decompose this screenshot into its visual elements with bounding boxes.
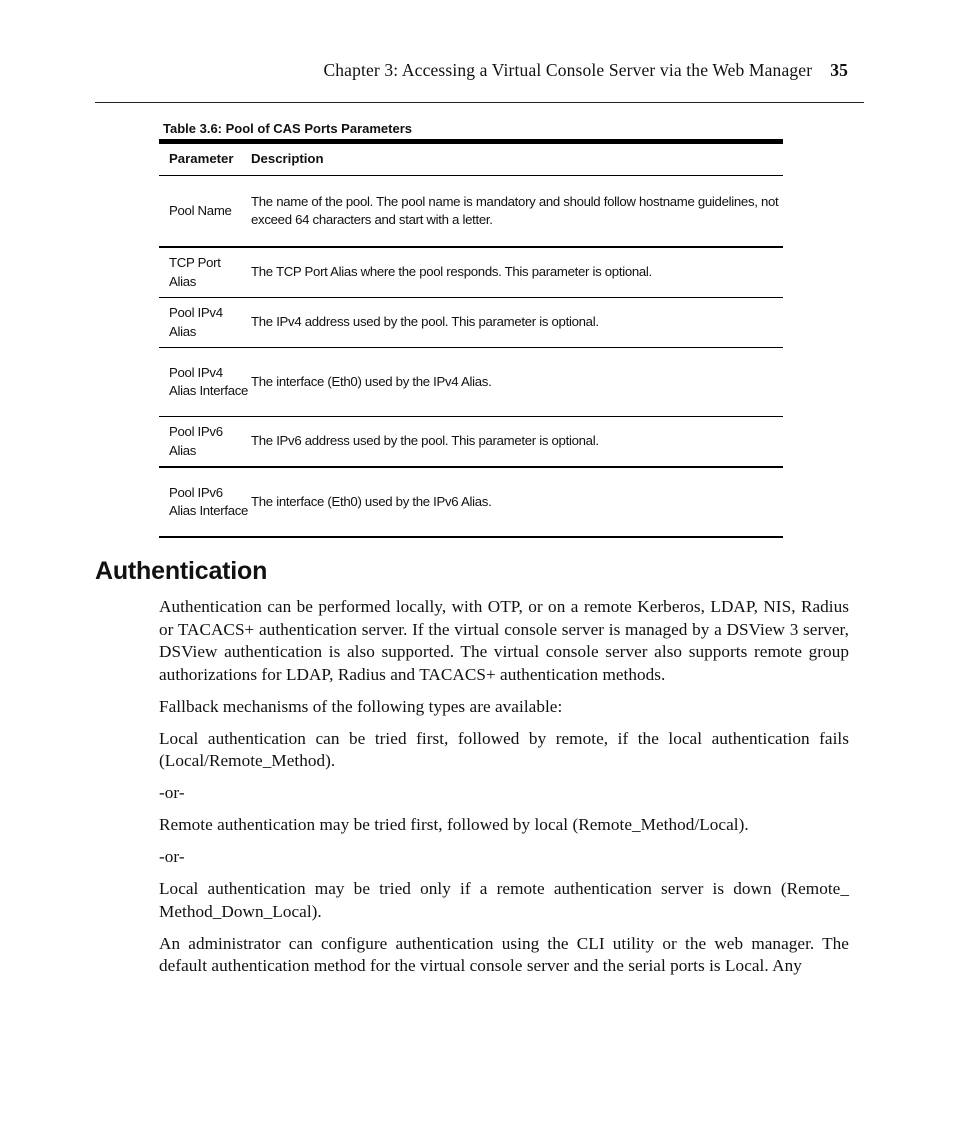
table-row (159, 467, 783, 537)
table-row (159, 176, 783, 248)
table-header-row (159, 142, 783, 176)
page-header (95, 58, 864, 103)
parameter-cell: Pool IPv6 Alias Interface (169, 484, 249, 518)
column-header-parameter: Parameter (169, 151, 234, 167)
description-cell: The IPv4 address used by the pool. This parameter is optional. (251, 314, 599, 330)
description-cell: The name of the pool. The pool name is mandatory and should follow hostname guidelines, not exceed 64 characters and start with a letter. (251, 193, 779, 227)
header-text (323, 60, 848, 81)
parameter-cell: Pool IPv6 Alias (169, 424, 223, 458)
table-row (159, 247, 783, 298)
section-heading: Authentication (95, 557, 268, 585)
table-row (159, 417, 783, 468)
table-caption: Table 3.6: Pool of CAS Ports Parameters (163, 121, 412, 136)
body-paragraph: Authentication can be performed locally, with OTP, or on a remote Kerberos, LDAP, NIS, Radius or TACACS+ authentication server. If the virtual console server is managed by a DSView 3 server, DSView authentication is also supported. The virtual console server also supports remote group authorizations for LDAP, Radius and TACACS+ authentication methods. (159, 597, 849, 684)
body-paragraph: -or- (159, 783, 185, 802)
body-paragraph: An administrator can configure authentication using the CLI utility or the web manager. The default authentication method for the virtual console server and the serial ports is Local. Any (159, 933, 849, 975)
description-cell: The IPv6 address used by the pool. This parameter is optional. (251, 433, 599, 449)
table-row (159, 348, 783, 417)
body-paragraph: Local authentication may be tried only if a remote authentication server is down (Remote_ Method_Down_Local). (159, 879, 849, 921)
body-paragraph: Fallback mechanisms of the following types are available: (159, 696, 563, 716)
column-header-description: Description (251, 151, 324, 167)
parameters-table (159, 139, 783, 538)
parameter-cell: TCP Port Alias (169, 255, 221, 289)
description-cell: The TCP Port Alias where the pool responds. This parameter is optional. (251, 264, 652, 280)
chapter-title: Chapter 3: Accessing a Virtual Console Server via the Web Manager (323, 60, 813, 80)
body-paragraph: Local authentication can be tried first, followed by remote, if the local authentication fails (Local/Remote_Method). (159, 728, 849, 770)
body-paragraph: Remote authentication may be tried first, followed by local (Remote_Method/Local). (159, 815, 749, 834)
parameter-cell: Pool IPv4 Alias (169, 305, 223, 339)
page-number: 35 (830, 60, 848, 80)
body-paragraph: -or- (159, 847, 185, 866)
description-cell: The interface (Eth0) used by the IPv4 Alias. (251, 373, 492, 389)
parameter-cell: Pool IPv4 Alias Interface (169, 364, 249, 398)
description-cell: The interface (Eth0) used by the IPv6 Alias. (251, 493, 492, 509)
parameter-cell: Pool Name (169, 202, 232, 218)
table-row (159, 298, 783, 348)
section-body (159, 596, 849, 987)
